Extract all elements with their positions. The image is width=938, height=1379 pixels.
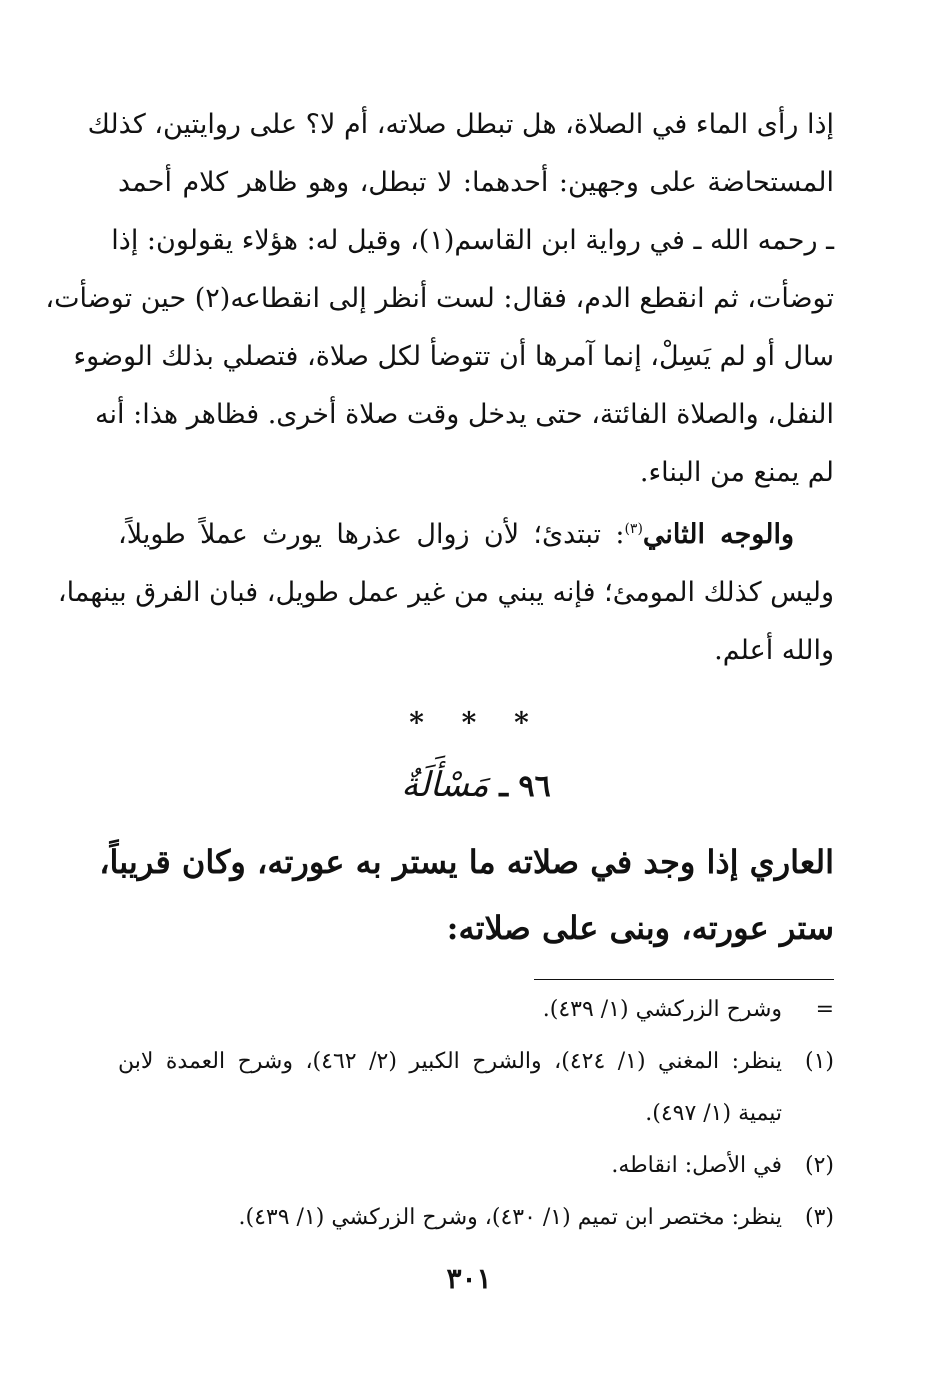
issue-line: العاري إذا وجد في صلاته ما يستر به عورته، وكان قريباً، [99, 843, 834, 881]
paragraph-2-lead: والوجه الثاني [642, 519, 794, 550]
footnote-line: وشرح الزركشي (١/ ٤٣٩). [542, 997, 782, 1022]
footnote-line: في الأصل: انقاطه. [611, 1153, 782, 1178]
issue-statement [99, 829, 834, 961]
paragraph-2-line: : تبتدئ؛ لأن زوال عذرها يورث عملاً طويلاً، [118, 519, 625, 550]
footnote-marker: (٢) [804, 1153, 834, 1178]
paragraph-1-line: إذا رأى الماء في الصلاة، هل تبطل صلاته، أم لا؟ على روايتين، كذلك [87, 109, 834, 140]
paragraph-2-line: والله أعلم. [714, 635, 834, 666]
footnote-line: ينظر: مختصر ابن تميم (١/ ٤٣٠)، وشرح الزركشي (١/ ٤٣٩). [238, 1205, 782, 1230]
footnote-marker: (١) [804, 1049, 834, 1074]
paragraph-1-line: سال أو لم يَسِلْ، إنما آمرها أن تتوضأ لكل صلاة، فتصلي بذلك الوضوء [73, 341, 834, 372]
page-content [45, 96, 834, 1244]
footnote-ref-3[interactable]: (٣) [624, 521, 643, 537]
paragraph-2 [57, 506, 834, 680]
footnote-line: ينظر: المغني (١/ ٤٢٤)، والشرح الكبير (٢/ ٤٦٢)، وشرح العمدة لابن [118, 1049, 782, 1074]
paragraph-1 [45, 96, 834, 502]
page-number: ٣٠١ [446, 1262, 492, 1295]
paragraph-1-line: ـ رحمه الله ـ في رواية ابن القاسم(١)، وقيل له: هؤلاء يقولون: إذا [111, 225, 834, 256]
masala-heading [118, 765, 834, 805]
paragraph-2-line: وليس كذلك المومئ؛ فإنه يبني من غير عمل طويل، فبان الفرق بينهما، [57, 577, 834, 608]
paragraph-1-line: النفل، والصلاة الفائتة، حتى يدخل وقت صلاة أخرى. فظاهر هذا: أنه [95, 399, 834, 430]
paragraph-1-line: المستحاضة على وجهين: أحدهما: لا تبطل، وهو ظاهر كلام أحمد [118, 167, 834, 198]
footnote-1 [118, 1036, 834, 1140]
masala-word: مَسْأَلَةٌ [401, 765, 489, 805]
paragraph-1-line: توضأت، ثم انقطع الدم، فقال: لست أنظر إلى انقطاعه(٢) حين توضأت، [45, 283, 834, 314]
footnote-line: تيمية (١/ ٤٩٧). [645, 1101, 782, 1126]
footnote-divider [534, 979, 834, 980]
paragraph-2-first-line [118, 506, 834, 564]
footnotes [118, 984, 834, 1244]
footnote-3 [118, 1192, 834, 1244]
footnote-marker: = [815, 997, 834, 1022]
footnote-marker: (٣) [804, 1205, 834, 1230]
section-separator: * * * [409, 706, 543, 739]
paragraph-1-line: لم يمنع من البناء. [639, 457, 834, 488]
masala-number: ٩٦ ـ [499, 769, 551, 804]
issue-line: ستر عورته، وبنى على صلاته: [446, 909, 834, 947]
footnote-2 [118, 1140, 834, 1192]
footnote-continuation [118, 984, 834, 1036]
